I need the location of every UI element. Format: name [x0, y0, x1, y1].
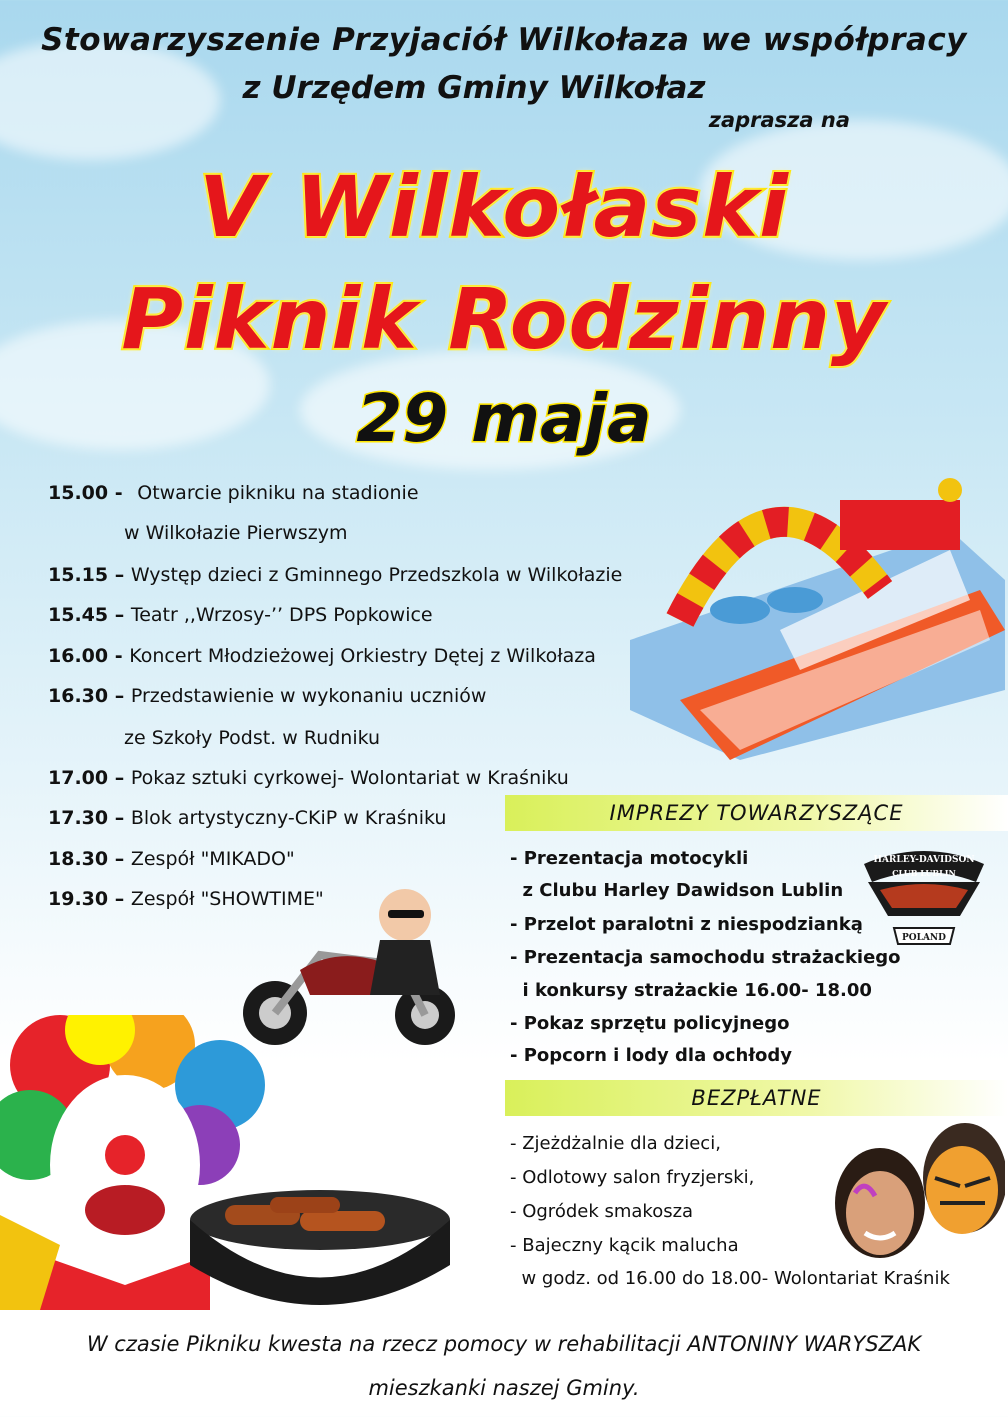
free-item: - Odlotowy salon fryzjerski,	[510, 1167, 755, 1188]
side-event-item: - Prezentacja samochodu strażackiego	[510, 947, 901, 968]
side-event-item: - Prezentacja motocykli	[510, 848, 749, 869]
time-separator: -	[108, 482, 130, 504]
time-separator: –	[108, 685, 131, 707]
schedule-item: 15.45 – Teatr ,,Wrzosy-’’ DPS Popkowice	[48, 604, 433, 626]
inflatable-slide-image	[620, 470, 1008, 770]
time-separator: –	[108, 848, 131, 870]
free-item: - Ogródek smakosza	[510, 1201, 694, 1222]
event-date: 29 maja	[356, 380, 652, 457]
clown-with-grill-image	[0, 1015, 460, 1310]
harley-club-logo	[860, 838, 988, 950]
schedule-item: w Wilkołazie Pierwszym	[124, 522, 348, 544]
logo-text-bottom: POLAND	[902, 933, 946, 943]
organizer-line: Stowarzyszenie Przyjaciół Wilkołaza we współpracy	[41, 22, 967, 58]
schedule-item: 18.30 – Zespół "MIKADO"	[48, 848, 295, 870]
time-separator: –	[108, 767, 131, 789]
schedule-item: 16.00 - Koncert Młodzieżowej Orkiestry Dętej z Wilkołaza	[48, 645, 596, 667]
side-event-item: z Clubu Harley Dawidson Lublin	[510, 880, 844, 901]
schedule-item: 15.15 – Występ dzieci z Gminnego Przedszkola w Wilkołazie	[48, 564, 623, 586]
invites-line: zaprasza na	[708, 108, 850, 132]
event-title-line2: Piknik Rodzinny	[121, 270, 887, 368]
side-event-item: i konkursy strażackie 16.00- 18.00	[510, 980, 872, 1001]
schedule-item: 16.30 – Przedstawienie w wykonaniu uczniów	[48, 685, 487, 707]
schedule-item: 19.30 – Zespół "SHOWTIME"	[48, 888, 324, 910]
free-heading: BEZPŁATNE	[505, 1080, 1008, 1116]
time-separator: –	[108, 564, 131, 586]
free-item: - Zjeżdżalnie dla dzieci,	[510, 1133, 721, 1154]
face-painted-kids-image	[820, 1108, 1005, 1268]
time-separator: -	[108, 645, 130, 667]
time-separator: –	[108, 807, 131, 829]
footer-resident-line: mieszkanki naszej Gminy.	[368, 1376, 640, 1400]
free-item: w godz. od 16.00 do 18.00- Wolontariat Kraśnik	[510, 1268, 950, 1289]
side-event-item: - Popcorn i lody dla ochłody	[510, 1045, 793, 1066]
schedule-item: 17.30 – Blok artystyczny-CKiP w Kraśniku	[48, 807, 447, 829]
free-item: - Bajeczny kącik malucha	[510, 1235, 739, 1256]
schedule-item: ze Szkoły Podst. w Rudniku	[124, 727, 381, 749]
schedule-item: 17.00 – Pokaz sztuki cyrkowej- Wolontariat w Kraśniku	[48, 767, 569, 789]
time-separator: –	[108, 604, 131, 626]
side-event-item: - Pokaz sprzętu policyjnego	[510, 1013, 790, 1034]
footer-fundraiser-line: W czasie Pikniku kwesta na rzecz pomocy w rehabilitacji ANTONINY WARYSZAK	[86, 1332, 922, 1356]
event-title-line1: V Wilkołaski	[199, 158, 789, 256]
logo-text-top: HARLEY-DAVIDSON	[873, 855, 975, 865]
side-event-item: - Przelot paralotni z niespodzianką	[510, 914, 863, 935]
side-events-heading: IMPREZY TOWARZYSZĄCE	[505, 795, 1008, 831]
logo-text-mid: CLUB LUBLIN	[892, 868, 956, 878]
schedule-item: 15.00 - Otwarcie pikniku na stadionie	[48, 482, 419, 504]
time-separator: –	[108, 888, 131, 910]
partner-line: z Urzędem Gminy Wilkołaz	[242, 70, 706, 106]
